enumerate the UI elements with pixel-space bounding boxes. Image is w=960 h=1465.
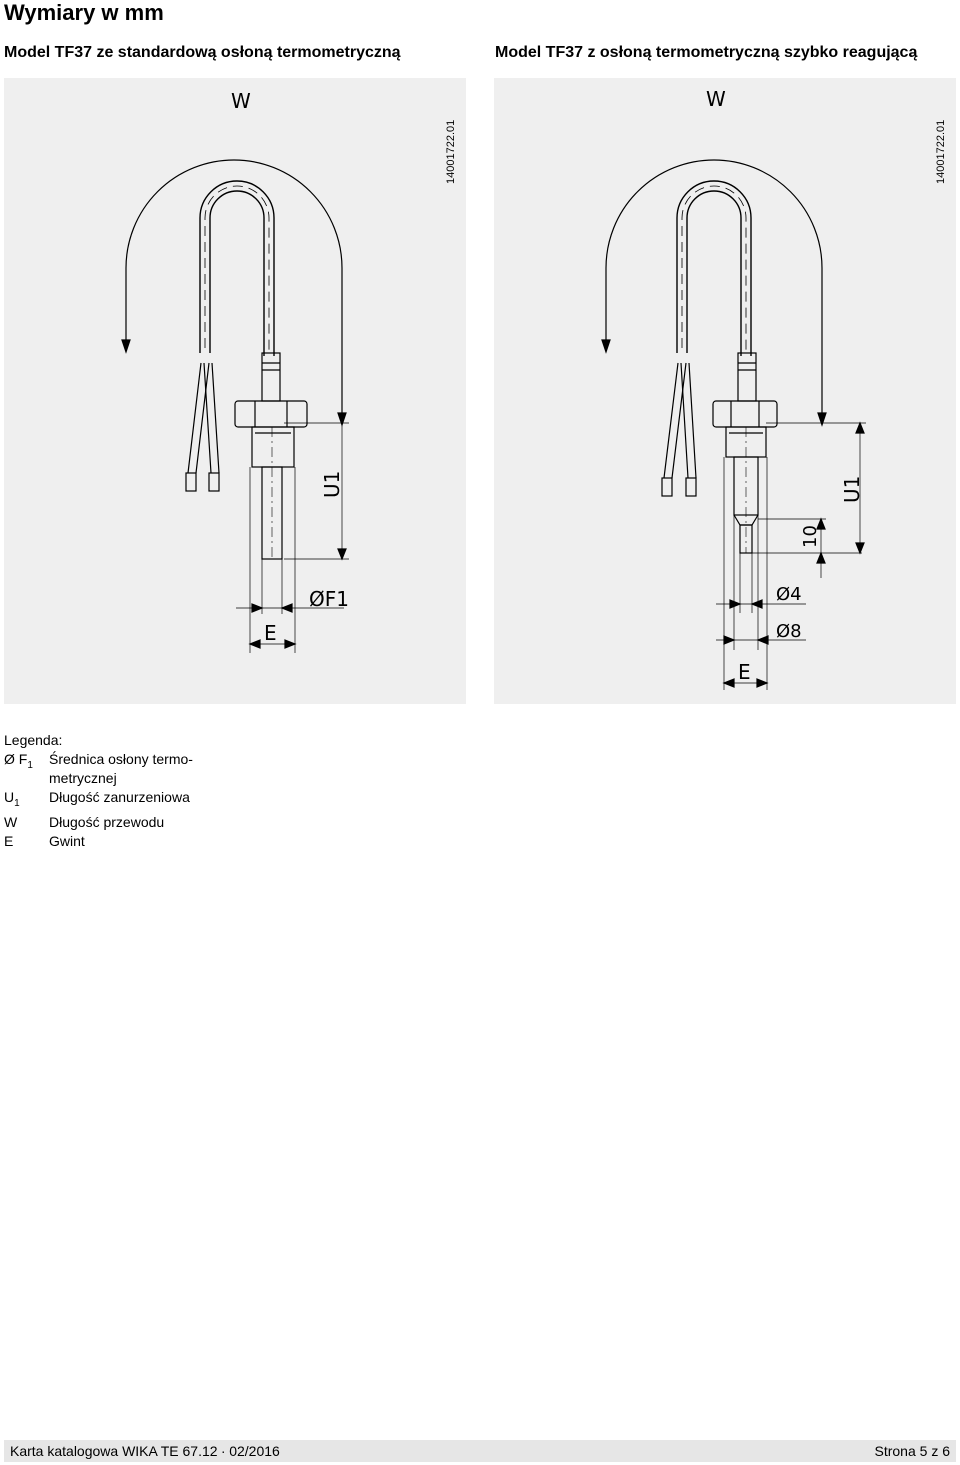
legend-item <box>4 788 219 813</box>
legend <box>4 731 219 851</box>
left-label-w: W <box>231 89 251 113</box>
legend-text: Średnica osłony termo-metrycznej <box>49 751 193 786</box>
right-label-d8: Ø8 <box>776 621 802 642</box>
right-technical-drawing <box>494 78 956 704</box>
page-heading: Wymiary w mm <box>4 0 164 25</box>
left-figure-id: 14001722.01 <box>445 119 457 184</box>
legend-symbol-sub: 1 <box>14 797 20 809</box>
legend-title: Legenda: <box>4 732 63 748</box>
left-label-u1: U1 <box>320 470 344 498</box>
legend-item <box>4 832 219 851</box>
right-label-d4: Ø4 <box>776 584 802 605</box>
right-label-u1: U1 <box>840 475 864 503</box>
page-footer <box>4 1440 956 1462</box>
legend-text: Gwint <box>49 832 85 849</box>
left-figure-title: Model TF37 ze standardową osłoną termometryczną <box>4 44 401 61</box>
legend-text: Długość przewodu <box>49 813 165 830</box>
left-label-e: E <box>264 621 277 645</box>
left-technical-drawing <box>4 78 466 704</box>
legend-item <box>4 813 219 832</box>
legend-item <box>4 750 219 788</box>
legend-symbol: E <box>4 832 14 849</box>
legend-text: Długość zanurzeniowa <box>49 789 190 805</box>
right-label-w: W <box>706 87 726 111</box>
legend-symbol-sub: 1 <box>27 759 33 771</box>
right-figure-id: 14001722.01 <box>935 119 947 184</box>
legend-symbol: W <box>4 813 18 830</box>
left-drawing-panel <box>4 78 466 704</box>
right-label-10: 10 <box>800 525 821 548</box>
legend-symbol: Ø F <box>4 751 28 767</box>
footer-document-ref: Karta katalogowa WIKA TE 67.12 ∙ 02/2016 <box>10 1443 280 1459</box>
right-figure-title: Model TF37 z osłoną termometryczną szybko reagującą <box>495 44 918 61</box>
left-label-f1: ØF1 <box>309 587 349 611</box>
legend-symbol: U <box>4 789 15 805</box>
right-label-e: E <box>738 660 751 684</box>
right-drawing-panel <box>494 78 956 704</box>
footer-page-number: Strona 5 z 6 <box>874 1443 950 1459</box>
